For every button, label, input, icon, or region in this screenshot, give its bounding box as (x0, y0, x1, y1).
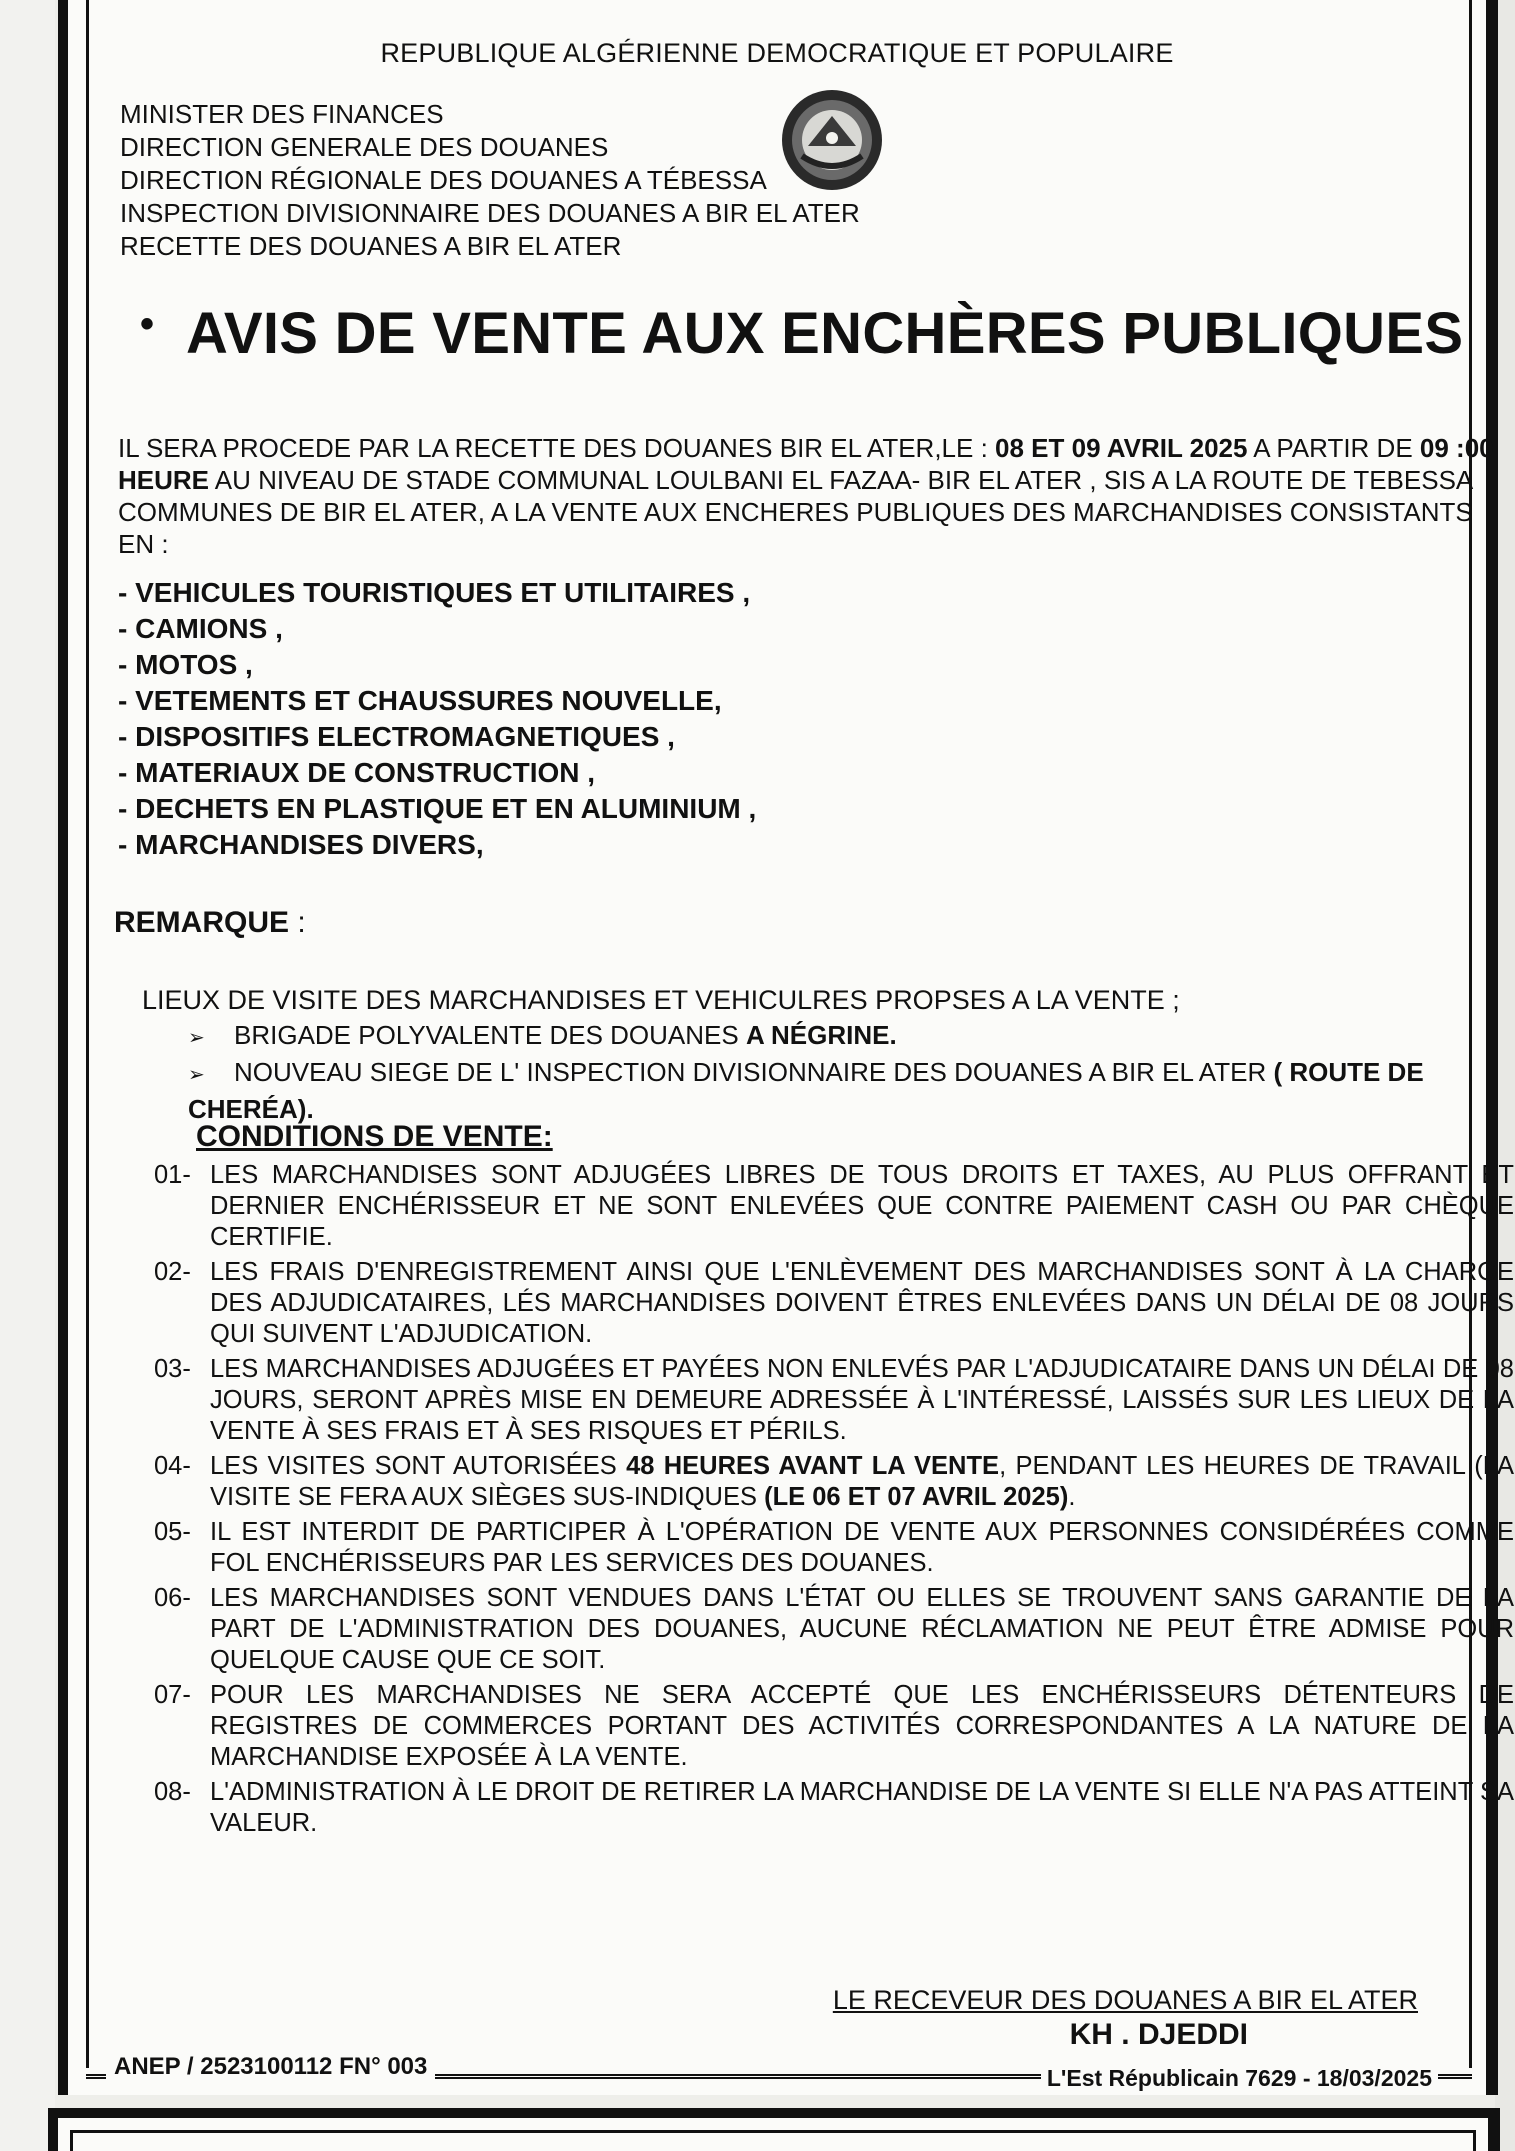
visit-place (188, 1055, 1488, 1126)
condition-number: 03- (154, 1355, 191, 1383)
signatory-title: LE RECEVEUR DES DOUANES A BIR EL ATER (832, 1985, 1418, 2015)
visit-places (188, 1018, 1488, 1126)
intro-text: A PARTIR DE (1247, 433, 1420, 463)
condition-item (154, 1777, 1514, 1839)
notice-title (96, 300, 1486, 367)
condition-item (154, 1680, 1514, 1773)
condition-text: LES MARCHANDISES ADJUGÉES ET PAYÉES NON ENLEVÉS PAR L'ADJUDICATAIRE DANS UN DÉLAI DE 08 JOURS, SERONT APRÈS MISE EN DEMEURE ADRESSÉE À L'INTÉRESSÉ, LAISSÉS SUR LES LIEUX DE LA VENTE À SES FRAIS ET À SES RISQUES ET PÉRILS. (210, 1355, 1514, 1445)
publication-reference: L'Est Républicain 7629 - 18/03/2025 (1041, 2065, 1438, 2092)
condition-text: LES VISITES SONT AUTORISÉES (210, 1452, 627, 1480)
place-emphasis: ( ROUTE DE CHERÉA). (188, 1057, 1424, 1124)
intro-text: AU NIVEAU DE STADE COMMUNAL LOULBANI EL FAZAA- BIR EL ATER , SIS A LA ROUTE DE TEBESSA COMMUNES DE BIR EL ATER, A LA VENTE AUX ENCHERES PUBLIQUES DES MARCHANDISES CONSISTANTS EN : (118, 465, 1473, 559)
list-item: - VETEMENTS ET CHAUSSURES NOUVELLE, (118, 683, 756, 719)
condition-text: , PENDANT LES HEURES DE TRAVAIL (LA VISITE SE FERA AUX SIÈGES SUS-INDIQUES (210, 1452, 1514, 1511)
condition-item (154, 1451, 1514, 1513)
condition-item (154, 1517, 1514, 1579)
title-text: AVIS DE VENTE AUX ENCHÈRES PUBLIQUES (186, 301, 1464, 366)
intro-text: IL SERA PROCEDE PAR LA RECETTE DES DOUANES BIR EL ATER,LE : (118, 433, 996, 463)
arrow-bullet-icon: ➢ (188, 1064, 205, 1086)
admin-line: RECETTE DES DOUANES A BIR EL ATER (120, 231, 622, 261)
condition-number: 02- (154, 1258, 191, 1286)
title-bullet: • (140, 302, 155, 346)
place-emphasis: A NÉGRINE. (745, 1020, 897, 1050)
list-item: - MARCHANDISES DIVERS, (118, 827, 756, 863)
merchandise-list (118, 575, 756, 863)
condition-text: L'ADMINISTRATION À LE DROIT DE RETIRER LA MARCHANDISE DE LA VENTE SI ELLE N'A PAS ATTEINT SA VALEUR. (210, 1778, 1514, 1837)
visit-places-heading: LIEUX DE VISITE DES MARCHANDISES ET VEHICULRES PROPSES A LA VENTE ; (142, 985, 1180, 1015)
condition-text: LES FRAIS D'ENREGISTREMENT AINSI QUE L'ENLÈVEMENT DES MARCHANDISES SONT À LA CHARGE DES ADJUDICATAIRES, LÉS MARCHANDISES DOIVENT ÊTRES ENLEVÉES DANS UN DÉLAI DE 08 JOURS QUI SUIVENT L'ADJUDICATION. (210, 1258, 1514, 1348)
admin-line: DIRECTION RÉGIONALE DES DOUANES A TÉBESSA (120, 165, 767, 195)
condition-number: 04- (154, 1452, 191, 1480)
condition-item (154, 1583, 1514, 1676)
anep-reference: ANEP / 2523100112 FN° 003 (106, 2053, 435, 2081)
list-item: - DECHETS EN PLASTIQUE ET EN ALUMINIUM , (118, 791, 756, 827)
condition-item (154, 1354, 1514, 1447)
condition-number: 07- (154, 1681, 191, 1709)
conditions-title: CONDITIONS DE VENTE: (196, 1120, 553, 1153)
list-item: - CAMIONS , (118, 611, 756, 647)
intro-paragraph (118, 432, 1498, 560)
page-background (0, 0, 55, 2151)
condition-number: 08- (154, 1778, 191, 1806)
condition-emphasis: 48 HEURES AVANT LA VENTE (626, 1452, 1000, 1480)
list-item: - VEHICULES TOURISTIQUES ET UTILITAIRES , (118, 575, 756, 611)
auction-time: 09 :00 HEURE (118, 433, 1494, 495)
condition-number: 06- (154, 1584, 191, 1612)
signatory-name: KH . DJEDDI (1069, 2018, 1248, 2051)
condition-text: . (1068, 1483, 1076, 1511)
place-text: NOUVEAU SIEGE DE L' INSPECTION DIVISIONNAIRE DES DOUANES A BIR EL ATER (234, 1057, 1274, 1087)
next-advertisement-frame (48, 2108, 1500, 2151)
list-item: - MATERIAUX DE CONSTRUCTION , (118, 755, 756, 791)
condition-text: LES MARCHANDISES SONT VENDUES DANS L'ÉTAT OU ELLES SE TROUVENT SANS GARANTIE DE LA PART DE L'ADMINISTRATION DES DOUANES, AUCUNE RÉCLAMATION NE PEUT ÊTRE ADMISE POUR QUELQUE CAUSE QUE CE SOIT. (210, 1584, 1514, 1674)
condition-number: 01- (154, 1161, 191, 1189)
condition-emphasis: (LE 06 ET 07 AVRIL 2025) (764, 1483, 1069, 1511)
conditions-list (154, 1160, 1514, 1843)
customs-emblem-icon (778, 86, 886, 194)
administration-block (120, 98, 860, 263)
list-item: - MOTOS , (118, 647, 756, 683)
admin-line: MINISTER DES FINANCES (120, 99, 444, 129)
remark-heading (114, 906, 306, 940)
next-advertisement-inner (70, 2130, 1476, 2151)
condition-item (154, 1160, 1514, 1253)
visit-place (188, 1018, 1488, 1055)
republic-heading: REPUBLIQUE ALGÉRIENNE DEMOCRATIQUE ET POPULAIRE (380, 38, 1174, 68)
condition-number: 05- (154, 1518, 191, 1546)
auction-notice (58, 0, 1514, 2095)
admin-line: INSPECTION DIVISIONNAIRE DES DOUANES A BIR EL ATER (120, 198, 860, 228)
condition-text: POUR LES MARCHANDISES NE SERA ACCEPTÉ QUE LES ENCHÉRISSEURS DÉTENTEURS DE REGISTRES DE COMMERCES PORTANT DES ACTIVITÉS CORRESPONDANTES A LA NATURE DE LA MARCHANDISE EXPOSÉE À LA VENTE. (210, 1681, 1514, 1771)
condition-text: IL EST INTERDIT DE PARTICIPER À L'OPÉRATION DE VENTE AUX PERSONNES CONSIDÉRÉES COMME FOL ENCHÉRISSEURS PAR LES SERVICES DES DOUANES. (210, 1518, 1514, 1577)
remark-colon: : (289, 906, 306, 939)
list-item: - DISPOSITIFS ELECTROMAGNETIQUES , (118, 719, 756, 755)
admin-line: DIRECTION GENERALE DES DOUANES (120, 132, 609, 162)
condition-text: LES MARCHANDISES SONT ADJUGÉES LIBRES DE TOUS DROITS ET TAXES, AU PLUS OFFRANT ET DERNIER ENCHÉRISSEUR ET NE SONT ENLEVÉES QUE CONTRE PAIEMENT CASH OU PAR CHÈQUE CERTIFIE. (210, 1161, 1514, 1251)
remark-label: REMARQUE (114, 906, 290, 939)
arrow-bullet-icon: ➢ (188, 1027, 205, 1049)
place-text: BRIGADE POLYVALENTE DES DOUANES (234, 1020, 746, 1050)
auction-dates: 08 ET 09 AVRIL 2025 (995, 433, 1248, 463)
condition-item (154, 1257, 1514, 1350)
